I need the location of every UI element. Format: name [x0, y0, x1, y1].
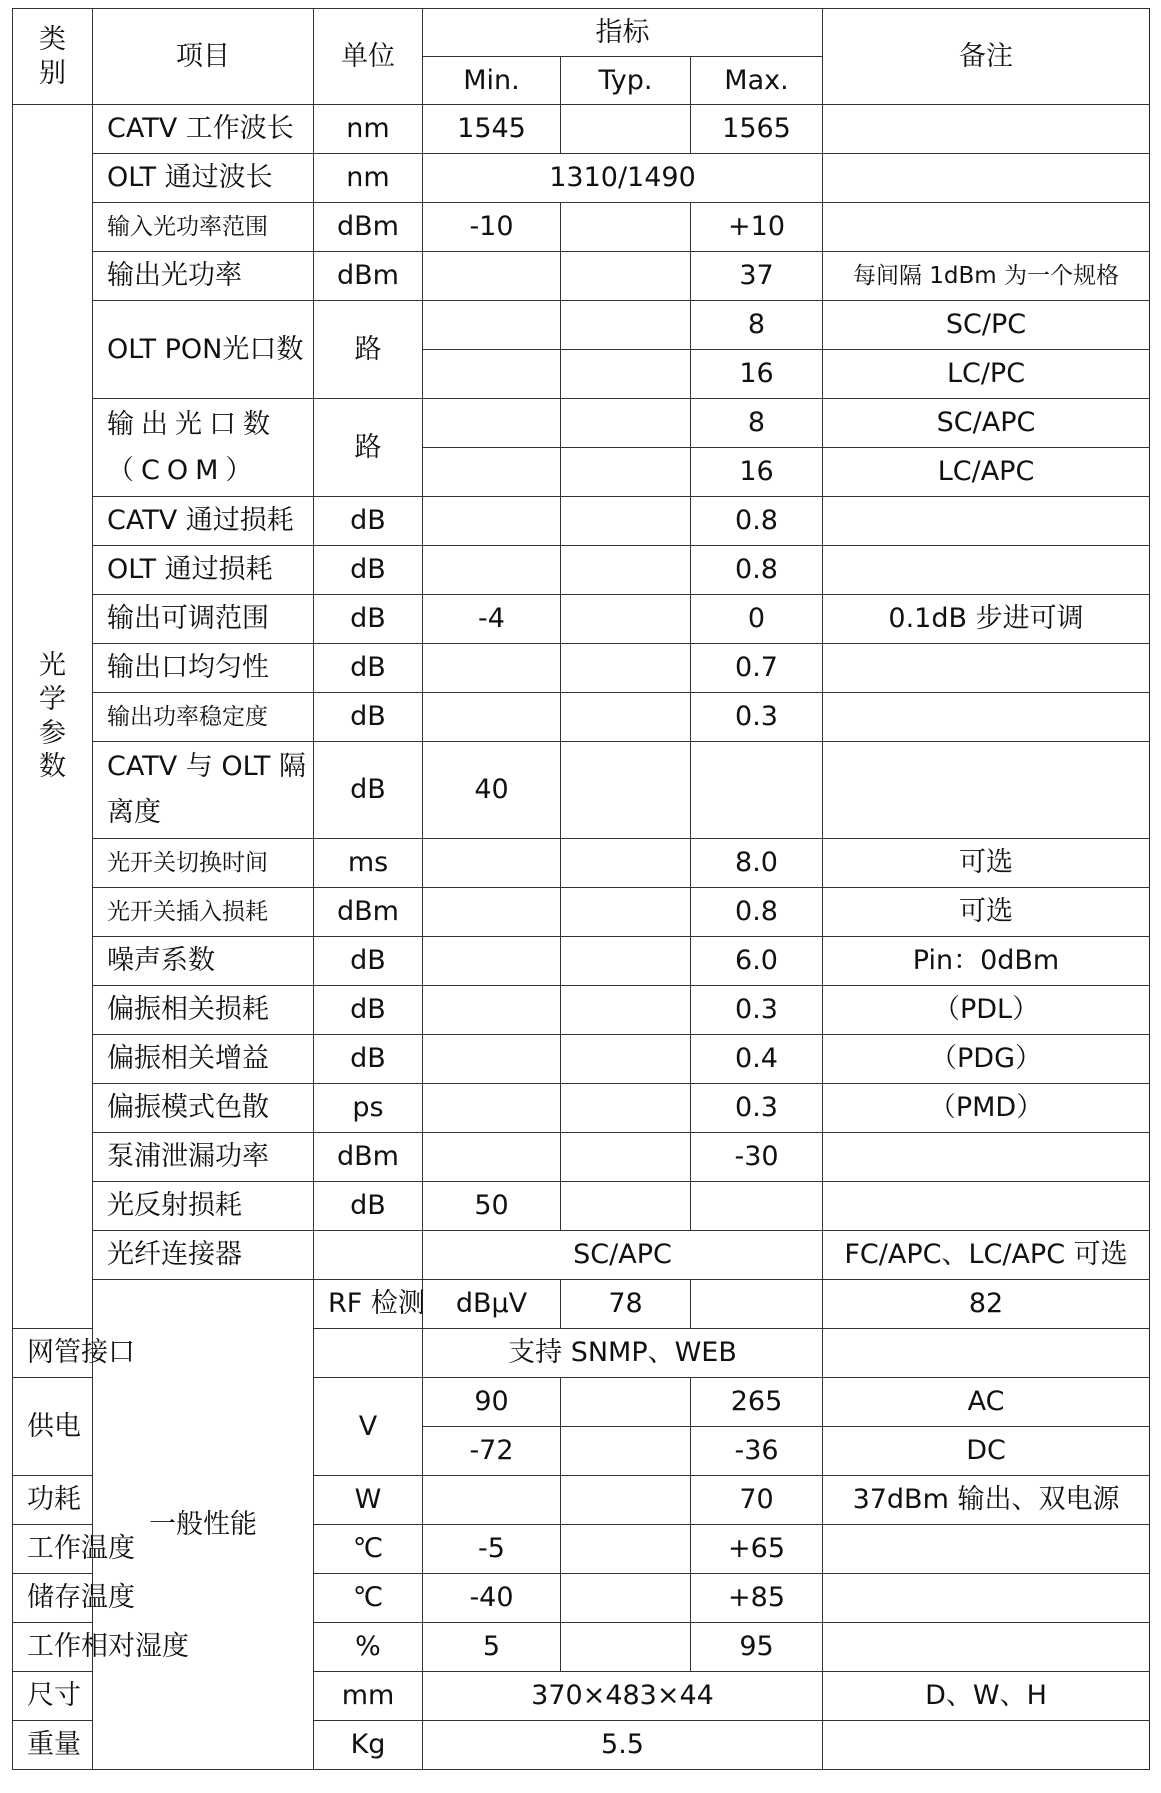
table-row [13, 1084, 1150, 1133]
unit-cell: dB [314, 497, 423, 546]
max-cell: 8 [691, 301, 823, 350]
min-cell [423, 1133, 561, 1182]
typ-cell [561, 1084, 691, 1133]
remark-cell [823, 546, 1150, 595]
table-row [13, 937, 1150, 986]
unit-cell [314, 1231, 423, 1280]
remark-cell: 可选 [823, 888, 1150, 937]
min-cell: 50 [423, 1182, 561, 1231]
item-name: 储存温度 [13, 1574, 93, 1623]
item-name: 偏振相关增益 [93, 1035, 314, 1084]
max-cell: 265 [691, 1378, 823, 1427]
remark-cell [823, 1329, 1150, 1378]
header-max: Max. [691, 57, 823, 105]
item-name: 网管接口 [13, 1329, 93, 1378]
unit-cell: nm [314, 105, 423, 154]
item-name: 光纤连接器 [93, 1231, 314, 1280]
unit-cell: dB [314, 742, 423, 839]
min-cell: 1545 [423, 105, 561, 154]
table-row [13, 986, 1150, 1035]
unit-cell: % [314, 1623, 423, 1672]
item-name: CATV 工作波长 [93, 105, 314, 154]
item-name: 光开关切换时间 [93, 839, 314, 888]
span-value-cell: 370×483×44 [423, 1672, 823, 1721]
typ-cell [691, 1280, 823, 1329]
unit-cell: dBm [314, 888, 423, 937]
typ-cell [561, 1133, 691, 1182]
item-name: 输出可调范围 [93, 595, 314, 644]
table-row [13, 1231, 1150, 1280]
min-cell [423, 839, 561, 888]
typ-cell [561, 1182, 691, 1231]
max-cell: +65 [691, 1525, 823, 1574]
item-name: OLT 通过损耗 [93, 546, 314, 595]
unit-cell: W [314, 1476, 423, 1525]
item-name: 工作相对湿度 [13, 1623, 93, 1672]
remark-cell: SC/APC [823, 399, 1150, 448]
max-cell: 0.3 [691, 986, 823, 1035]
max-cell [691, 1182, 823, 1231]
table-row [13, 105, 1150, 154]
typ-cell [561, 742, 691, 839]
typ-cell [561, 1035, 691, 1084]
span-value-cell: SC/APC [423, 1231, 823, 1280]
typ-cell [561, 399, 691, 448]
item-name: 光开关插入损耗 [93, 888, 314, 937]
table-row [13, 839, 1150, 888]
max-cell: 0.4 [691, 1035, 823, 1084]
min-cell: -72 [423, 1427, 561, 1476]
max-cell: -30 [691, 1133, 823, 1182]
item-name: 输入光功率范围 [93, 203, 314, 252]
table-row [13, 693, 1150, 742]
remark-cell: （PMD） [823, 1084, 1150, 1133]
remark-cell: D、W、H [823, 1672, 1150, 1721]
unit-cell: dB [314, 1035, 423, 1084]
max-cell: 8.0 [691, 839, 823, 888]
remark-cell: （PDL） [823, 986, 1150, 1035]
item-name: 输出光功率 [93, 252, 314, 301]
unit-cell: dBm [314, 1133, 423, 1182]
remark-cell: 每间隔 1dBm 为一个规格 [823, 252, 1150, 301]
item-name: 光反射损耗 [93, 1182, 314, 1231]
table-row [13, 888, 1150, 937]
header-spec: 指标 [423, 9, 823, 57]
item-name: 偏振相关损耗 [93, 986, 314, 1035]
typ-cell [561, 497, 691, 546]
max-cell: -36 [691, 1427, 823, 1476]
remark-cell [823, 644, 1150, 693]
max-cell: 16 [691, 448, 823, 497]
min-cell: -40 [423, 1574, 561, 1623]
min-cell [423, 448, 561, 497]
typ-cell [561, 888, 691, 937]
typ-cell [561, 1427, 691, 1476]
unit-cell: 路 [314, 399, 423, 497]
unit-cell: dB [314, 644, 423, 693]
table-row [13, 644, 1150, 693]
table-row [13, 154, 1150, 203]
min-cell: -10 [423, 203, 561, 252]
table-row [13, 1133, 1150, 1182]
max-cell: 0.3 [691, 1084, 823, 1133]
remark-cell [823, 1623, 1150, 1672]
item-name: 供电 [13, 1378, 93, 1476]
remark-cell [823, 742, 1150, 839]
remark-cell: DC [823, 1427, 1150, 1476]
remark-cell [823, 1133, 1150, 1182]
typ-cell [561, 644, 691, 693]
item-name: CATV 与 OLT 隔离度 [93, 742, 314, 839]
remark-cell [823, 203, 1150, 252]
unit-cell: ℃ [314, 1525, 423, 1574]
remark-cell: Pin：0dBm [823, 937, 1150, 986]
unit-cell: ps [314, 1084, 423, 1133]
max-cell: +85 [691, 1574, 823, 1623]
typ-cell [561, 448, 691, 497]
min-cell: -4 [423, 595, 561, 644]
span-value-cell: 5.5 [423, 1721, 823, 1770]
unit-cell: dBm [314, 203, 423, 252]
max-cell: 0.8 [691, 546, 823, 595]
max-cell: 0.8 [691, 888, 823, 937]
min-cell [423, 693, 561, 742]
table-row [13, 1280, 1150, 1329]
max-cell: 82 [823, 1280, 1150, 1329]
remark-cell [823, 693, 1150, 742]
min-cell [423, 252, 561, 301]
header-item: 项目 [93, 9, 314, 105]
typ-cell [561, 937, 691, 986]
min-cell [423, 986, 561, 1035]
typ-cell [561, 1476, 691, 1525]
remark-cell: （PDG） [823, 1035, 1150, 1084]
unit-cell: Kg [314, 1721, 423, 1770]
min-cell: 90 [423, 1378, 561, 1427]
typ-cell [561, 105, 691, 154]
remark-cell: 可选 [823, 839, 1150, 888]
item-name: 泵浦泄漏功率 [93, 1133, 314, 1182]
min-cell [423, 1476, 561, 1525]
table-row [13, 1035, 1150, 1084]
item-name: CATV 通过损耗 [93, 497, 314, 546]
min-cell [423, 301, 561, 350]
typ-cell [561, 350, 691, 399]
table-row [13, 252, 1150, 301]
min-cell [423, 497, 561, 546]
remark-cell [823, 1721, 1150, 1770]
min-cell [423, 644, 561, 693]
remark-cell: LC/PC [823, 350, 1150, 399]
table-row [13, 1182, 1150, 1231]
typ-cell [561, 693, 691, 742]
item-name: OLT PON光口数 [93, 301, 314, 399]
typ-cell [561, 986, 691, 1035]
max-cell: 0.8 [691, 497, 823, 546]
spec-table [12, 8, 1150, 1770]
unit-cell: dB [314, 986, 423, 1035]
typ-cell [561, 1378, 691, 1427]
unit-cell: 路 [314, 301, 423, 399]
header-remark: 备注 [823, 9, 1150, 105]
remark-cell: AC [823, 1378, 1150, 1427]
max-cell: 70 [691, 1476, 823, 1525]
min-cell: -5 [423, 1525, 561, 1574]
unit-cell: dB [314, 693, 423, 742]
max-cell: 1565 [691, 105, 823, 154]
item-name: 尺寸 [13, 1672, 93, 1721]
unit-cell: dB [314, 937, 423, 986]
min-cell: 5 [423, 1623, 561, 1672]
table-row [13, 399, 1150, 448]
unit-cell: dB [314, 1182, 423, 1231]
item-name: 噪声系数 [93, 937, 314, 986]
remark-cell: SC/PC [823, 301, 1150, 350]
header-min: Min. [423, 57, 561, 105]
remark-cell [823, 1574, 1150, 1623]
typ-cell [561, 252, 691, 301]
table-row [13, 203, 1150, 252]
item-name: RF 检测 [314, 1280, 423, 1329]
table-row [13, 546, 1150, 595]
table-row [13, 301, 1150, 350]
unit-cell [314, 1329, 423, 1378]
item-name: 偏振模式色散 [93, 1084, 314, 1133]
item-name: 输出光口数（COM） [93, 399, 314, 497]
item-name: OLT 通过波长 [93, 154, 314, 203]
remark-cell: FC/APC、LC/APC 可选 [823, 1231, 1150, 1280]
typ-cell [561, 1623, 691, 1672]
typ-cell [561, 839, 691, 888]
typ-cell [561, 1525, 691, 1574]
min-cell [423, 399, 561, 448]
header-unit: 单位 [314, 9, 423, 105]
category-optical: 光学参数 [13, 105, 93, 1329]
max-cell: 16 [691, 350, 823, 399]
typ-cell [561, 595, 691, 644]
table-row [13, 595, 1150, 644]
item-name: 输出功率稳定度 [93, 693, 314, 742]
max-cell: +10 [691, 203, 823, 252]
max-cell: 95 [691, 1623, 823, 1672]
header-category: 类别 [13, 9, 93, 105]
typ-cell [561, 546, 691, 595]
max-cell: 8 [691, 399, 823, 448]
remark-cell [823, 497, 1150, 546]
min-cell [423, 350, 561, 399]
header-typ: Typ. [561, 57, 691, 105]
remark-cell [823, 1182, 1150, 1231]
table-row [13, 742, 1150, 839]
remark-cell: 0.1dB 步进可调 [823, 595, 1150, 644]
unit-cell: nm [314, 154, 423, 203]
min-cell [423, 1035, 561, 1084]
remark-cell: 37dBm 输出、双电源 [823, 1476, 1150, 1525]
item-name: 重量 [13, 1721, 93, 1770]
max-cell: 37 [691, 252, 823, 301]
min-cell: 78 [561, 1280, 691, 1329]
unit-cell: dB [314, 595, 423, 644]
max-cell: 0 [691, 595, 823, 644]
table-row [13, 497, 1150, 546]
min-cell [423, 546, 561, 595]
span-value-cell: 1310/1490 [423, 154, 823, 203]
remark-cell [823, 1525, 1150, 1574]
remark-cell [823, 105, 1150, 154]
header-row [13, 9, 1150, 57]
remark-cell [823, 154, 1150, 203]
typ-cell [561, 301, 691, 350]
remark-cell: LC/APC [823, 448, 1150, 497]
unit-cell: ms [314, 839, 423, 888]
min-cell [423, 888, 561, 937]
item-name: 输出口均匀性 [93, 644, 314, 693]
item-name: 功耗 [13, 1476, 93, 1525]
span-value-cell: 支持 SNMP、WEB [423, 1329, 823, 1378]
max-cell: 0.7 [691, 644, 823, 693]
min-cell [423, 937, 561, 986]
max-cell [691, 742, 823, 839]
unit-cell: dBm [314, 252, 423, 301]
typ-cell [561, 203, 691, 252]
unit-cell: V [314, 1378, 423, 1476]
unit-cell: mm [314, 1672, 423, 1721]
min-cell: 40 [423, 742, 561, 839]
item-name: 工作温度 [13, 1525, 93, 1574]
max-cell: 6.0 [691, 937, 823, 986]
max-cell: 0.3 [691, 693, 823, 742]
unit-cell: dB [314, 546, 423, 595]
typ-cell [561, 1574, 691, 1623]
unit-cell: dBμV [423, 1280, 561, 1329]
unit-cell: ℃ [314, 1574, 423, 1623]
category-general: 一般性能 [93, 1280, 314, 1770]
min-cell [423, 1084, 561, 1133]
